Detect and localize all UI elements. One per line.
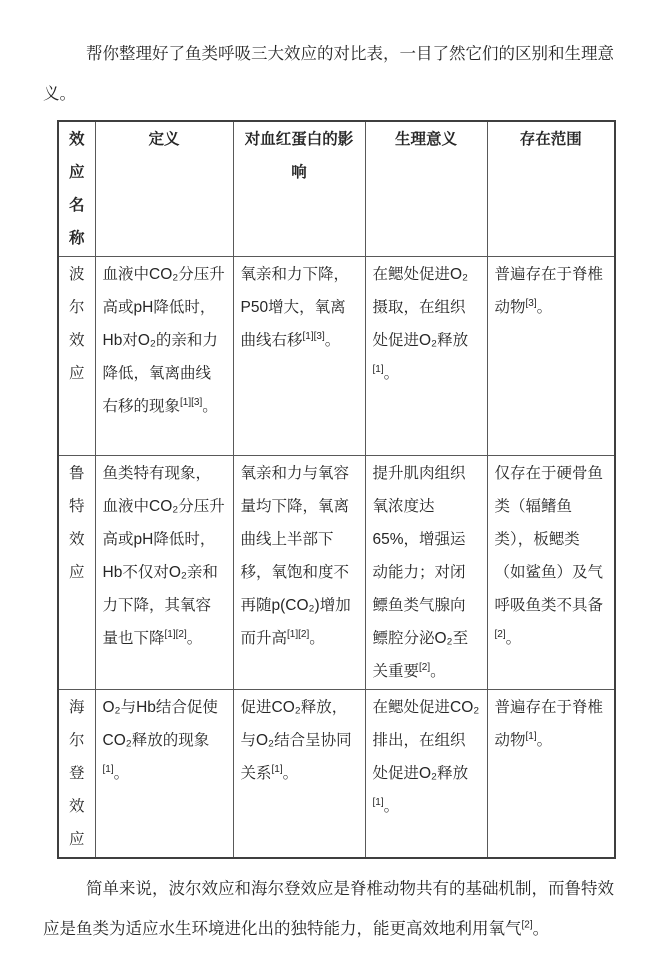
- effect-definition: O₂与Hb结合促使CO₂释放的现象[1]。: [95, 690, 233, 859]
- effect-scope: 普遍存在于脊椎动物[3]。: [487, 257, 615, 456]
- table-row-root-effect: [58, 456, 615, 690]
- header-scope: 存在范围: [487, 121, 615, 257]
- header-hemoglobin-effect: 对血红蛋白的影响: [233, 121, 365, 257]
- effect-significance: 在鳃处促进CO₂排出，在组织处促进O₂释放[1]。: [365, 690, 487, 859]
- summary-paragraph: 简单来说，波尔效应和海尔登效应是脊椎动物共有的基础机制，而鲁特效应是鱼类为适应水生环境进化出的独特能力，能更高效地利用氧气[2]。: [43, 880, 614, 938]
- effect-scope: 仅存在于硬骨鱼类（辐鳍鱼类），板鳃类（如鲨鱼）及气呼吸鱼类不具备[2]。: [487, 456, 615, 690]
- table-header-row: [58, 121, 615, 257]
- table-row-haldane-effect: [58, 690, 615, 859]
- effect-significance: 在鳃处促进O₂摄取，在组织处促进O₂释放[1]。: [365, 257, 487, 456]
- effect-significance: 提升肌肉组织氧浓度达65%，增强运动能力；对闭鳔鱼类气腺向鳔腔分泌O₂至关重要[2]。: [365, 456, 487, 690]
- effect-hemoglobin: 氧亲和力下降，P50增大，氧离曲线右移[1][3]。: [233, 257, 365, 456]
- header-definition: 定义: [95, 121, 233, 257]
- effect-scope: 普遍存在于脊椎动物[1]。: [487, 690, 615, 859]
- intro-paragraph: 帮你整理好了鱼类呼吸三大效应的对比表，一目了然它们的区别和生理意义。: [43, 45, 614, 103]
- table-row-bohr-effect: [58, 257, 615, 456]
- effect-hemoglobin: 促进CO₂释放，与O₂结合呈协同关系[1]。: [233, 690, 365, 859]
- effect-name: 海尔登效应: [58, 690, 95, 859]
- effects-comparison-table: [57, 120, 616, 859]
- effect-definition: 鱼类特有现象，血液中CO₂分压升高或pH降低时，Hb不仅对O₂亲和力下降，其氧容量也下降[1][2]。: [95, 456, 233, 690]
- effect-name: 鲁特效应: [58, 456, 95, 690]
- header-significance: 生理意义: [365, 121, 487, 257]
- effect-name: 波尔效应: [58, 257, 95, 456]
- effect-definition: 血液中CO₂分压升高或pH降低时，Hb对O₂的亲和力降低，氧离曲线右移的现象[1][3]。: [95, 257, 233, 456]
- header-effect-name: 效应名称: [58, 121, 95, 257]
- effect-hemoglobin: 氧亲和力与氧容量均下降，氧离曲线上半部下移，氧饱和度不再随p(CO₂)增加而升高[1][2]。: [233, 456, 365, 690]
